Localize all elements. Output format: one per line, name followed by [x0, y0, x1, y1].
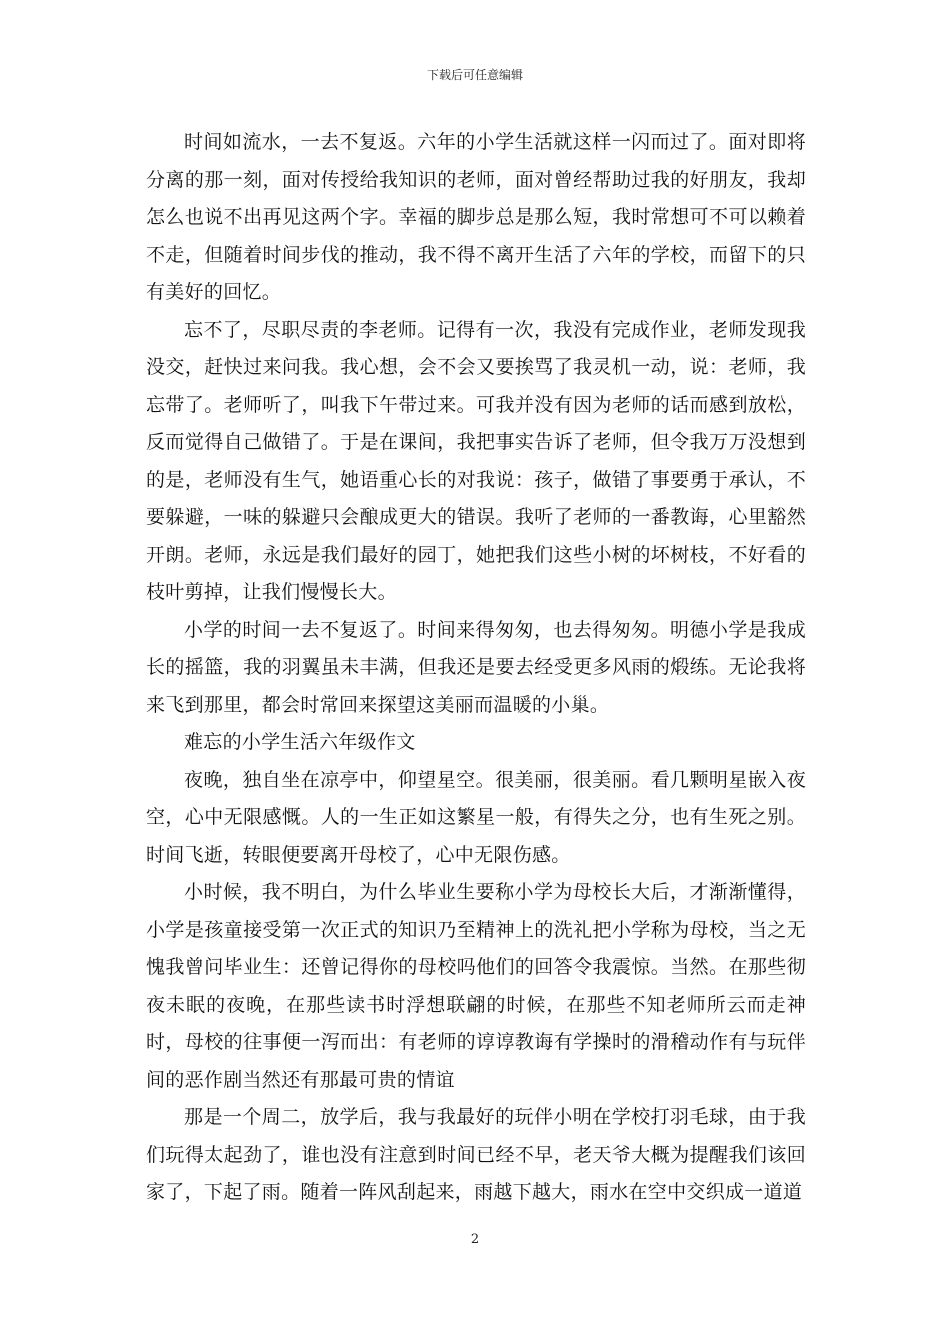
document-body — [146, 124, 806, 1212]
page-header: 下载后可任意编辑 — [426, 68, 523, 82]
paragraph: 夜晚，独自坐在凉亭中，仰望星空。很美丽，很美丽。看几颗明星嵌入夜空，心中无限感慨。人的一生正如这繁星一般，有得失之分，也有生死之别。时间飞逝，转眼便要离开母校了，心中无限伤感。 — [146, 768, 806, 866]
section-title: 难忘的小学生活六年级作文 — [184, 731, 416, 753]
page-number: 2 — [470, 1232, 480, 1247]
paragraph: 小学的时间一去不复返了。时间来得匆匆，也去得匆匆。明德小学是我成长的摇篮，我的羽翼虽未丰满，但我还是要去经受更多风雨的煅练。无论我将来飞到那里，都会时常回来探望这美丽而温暖的小巢。 — [146, 618, 806, 716]
paragraph: 时间如流水，一去不复返。六年的小学生活就这样一闪而过了。面对即将分离的那一刻，面对传授给我知识的老师，面对曾经帮助过我的好朋友，我却怎么也说不出再见这两个字。幸福的脚步总是那么短，我时常想可不可以赖着不走，但随着时间步伐的推动，我不得不离开生活了六年的学校，而留下的只有美好的回忆。 — [146, 131, 806, 303]
paragraph: 那是一个周二，放学后，我与我最好的玩伴小明在学校打羽毛球，由于我们玩得太起劲了，谁也没有注意到时间已经不早，老天爷大概为提醒我们该回家了，下起了雨。随着一阵风刮起来，雨越下越大，雨水在空中交织成一道道 — [146, 1106, 806, 1203]
paragraph: 忘不了，尽职尽责的李老师。记得有一次，我没有完成作业，老师发现我没交，赶快过来问我。我心想，会不会又要挨骂了我灵机一动，说：老师，我忘带了。老师听了，叫我下午带过来。可我并没有因为老师的话而感到放松，反而觉得自己做错了。于是在课间，我把事实告诉了老师，但令我万万没想到的是，老师没有生气，她语重心长的对我说：孩子，做错了事要勇于承认，不要躲避，一味的躲避只会酿成更大的错误。我听了老师的一番教诲，心里豁然开朗。老师，永远是我们最好的园丁，她把我们这些小树的坏树枝，不好看的枝叶剪掉，让我们慢慢长大。 — [146, 318, 806, 603]
paragraph: 小时候，我不明白，为什么毕业生要称小学为母校长大后，才渐渐懂得，小学是孩童接受第一次正式的知识乃至精神上的洗礼把小学称为母校，当之无愧我曾问毕业生：还曾记得你的母校吗他们的回答令我震惊。当然。在那些彻夜未眠的夜晚，在那些读书时浮想联翩的时候，在那些不知老师所云而走神时，母校的往事便一泻而出：有老师的谆谆教诲有学操时的滑稽动作有与玩伴间的恶作剧当然还有那最可贵的情谊 — [146, 881, 806, 1091]
